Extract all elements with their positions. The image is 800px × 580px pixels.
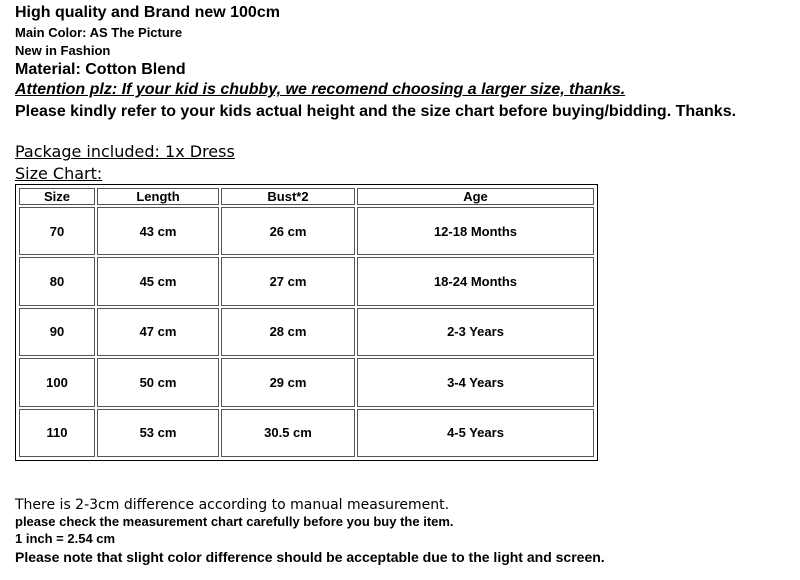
main-color-line: Main Color: AS The Picture — [15, 25, 183, 40]
package-included-line: Package included: 1x Dress — [15, 142, 235, 161]
table-row — [19, 257, 594, 305]
size-chart-table — [17, 186, 596, 459]
header-length: Length — [97, 188, 219, 205]
cell-bust: 27 cm — [221, 257, 355, 305]
cell-length: 43 cm — [97, 207, 219, 255]
header-size: Size — [19, 188, 95, 205]
cell-size: 110 — [19, 409, 95, 457]
cell-size: 90 — [19, 308, 95, 356]
cell-size: 80 — [19, 257, 95, 305]
cell-bust: 26 cm — [221, 207, 355, 255]
new-in-fashion-line: New in Fashion — [15, 43, 111, 58]
cell-length: 50 cm — [97, 358, 219, 406]
cell-bust: 30.5 cm — [221, 409, 355, 457]
measurement-difference-line: There is 2-3cm difference according to manual measurement. — [15, 497, 450, 513]
cell-length: 47 cm — [97, 308, 219, 356]
inch-conversion-line: 1 inch = 2.54 cm — [15, 531, 116, 546]
quality-line: High quality and Brand new 100cm — [15, 4, 280, 21]
attention-line: Attention plz: If your kid is chubby, we recomend choosing a larger size, thanks. — [15, 81, 626, 98]
cell-age: 18-24 Months — [357, 257, 594, 305]
refer-size-chart-line: Please kindly refer to your kids actual height and the size chart before buying/bidding. Thanks. — [15, 103, 737, 120]
cell-length: 53 cm — [97, 409, 219, 457]
header-age: Age — [357, 188, 594, 205]
material-line: Material: Cotton Blend — [15, 61, 186, 78]
size-chart-header-row — [19, 188, 594, 205]
cell-size: 70 — [19, 207, 95, 255]
color-difference-note: Please note that slight color difference should be acceptable due to the light and screen. — [15, 549, 605, 565]
header-bust: Bust*2 — [221, 188, 355, 205]
table-row — [19, 409, 594, 457]
table-row — [19, 358, 594, 406]
table-row — [19, 308, 594, 356]
cell-age: 2-3 Years — [357, 308, 594, 356]
size-chart-title: Size Chart: — [15, 164, 103, 183]
check-chart-line: please check the measurement chart carefully before you buy the item. — [15, 514, 454, 529]
cell-length: 45 cm — [97, 257, 219, 305]
table-row — [19, 207, 594, 255]
cell-age: 12-18 Months — [357, 207, 594, 255]
cell-size: 100 — [19, 358, 95, 406]
cell-bust: 28 cm — [221, 308, 355, 356]
size-chart-table-frame — [15, 184, 598, 461]
cell-age: 3-4 Years — [357, 358, 594, 406]
cell-bust: 29 cm — [221, 358, 355, 406]
cell-age: 4-5 Years — [357, 409, 594, 457]
